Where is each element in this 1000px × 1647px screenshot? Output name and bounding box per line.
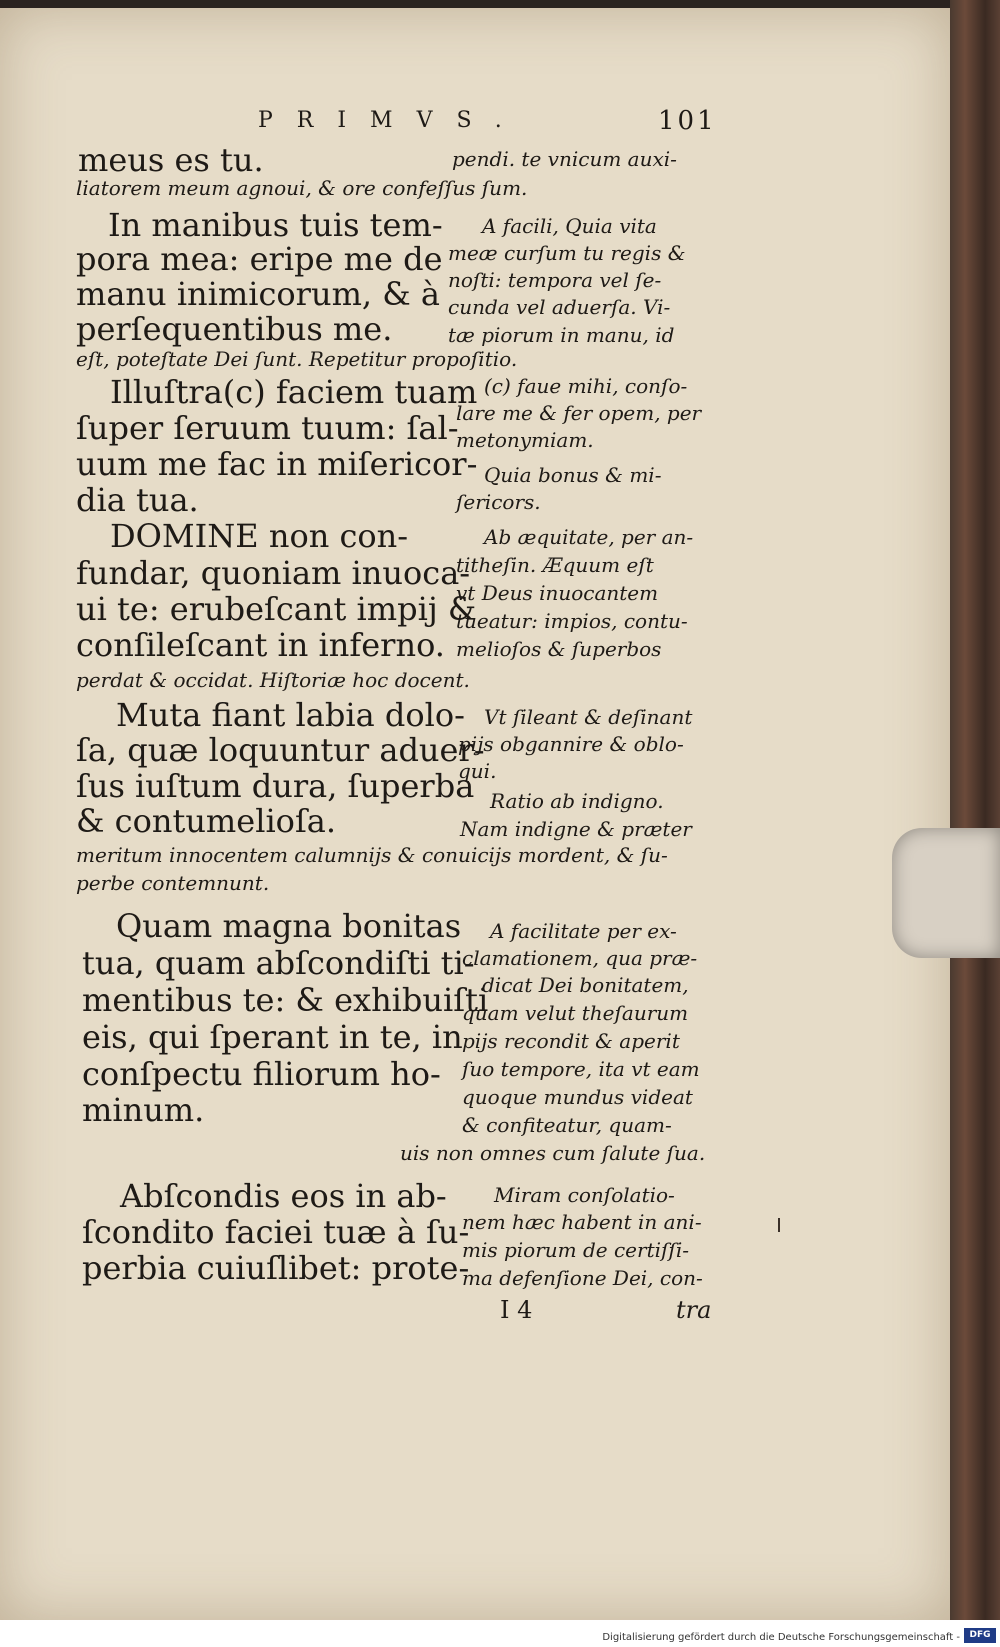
gloss-line: lare me & fer opem, per (456, 401, 702, 425)
main-line: DOMINE non con- (110, 517, 409, 555)
gloss-line: Nam indigne & præter (460, 817, 692, 841)
gloss-line: cunda vel aduerſa. Vi- (448, 295, 671, 319)
gloss-line: pijs recondit & aperit (462, 1029, 680, 1053)
main-line: manu inimicorum, & à (76, 275, 440, 313)
gloss-line: Quia bonus & mi- (484, 463, 662, 487)
main-line: Abſcondis eos in ab- (120, 1177, 447, 1215)
main-line: & contumelioſa. (76, 802, 337, 840)
main-line: tua, quam abſcondiſti ti- (82, 944, 475, 982)
gloss-line: nem hæc habent in ani- (462, 1210, 702, 1234)
main-line: ſcondito faciei tuæ à ſu- (82, 1213, 470, 1251)
dfg-logo: DFG (964, 1628, 996, 1643)
running-head: PRIMVS. (258, 108, 526, 133)
gloss-line: A facilitate per ex- (490, 919, 677, 943)
main-line: Illuſtra(c) faciem tuam (110, 373, 478, 411)
page-clip (892, 828, 1000, 958)
gloss-line: titheſin. Æquum eſt (456, 553, 654, 577)
main-line: pora mea: eripe me de (76, 240, 443, 278)
gloss-line: Ab æquitate, per an- (484, 525, 694, 549)
main-line: Muta fiant labia dolo- (116, 696, 465, 734)
gloss-line: ſuo tempore, ita vt eam (462, 1057, 700, 1081)
gloss-full-line: perdat & occidat. Hiſtoriæ hoc docent. (76, 668, 470, 692)
main-line: meus es tu. (78, 141, 264, 179)
main-line: eis, qui ſperant in te, in (82, 1018, 463, 1056)
page-number: 101 (658, 106, 717, 136)
gloss-line: ſericors. (456, 490, 541, 514)
gloss-full-line: uis non omnes cum ſalute ſua. (400, 1141, 706, 1165)
gloss-line: tueatur: impios, contu- (456, 609, 688, 633)
signature-mark: I 4 (500, 1296, 533, 1324)
gloss-line: Miram conſolatio- (494, 1183, 675, 1207)
gloss-line: dicat Dei bonitatem, (482, 973, 689, 997)
main-line: fundar, quoniam inuoca- (76, 554, 471, 592)
main-line: conſileſcant in inferno. (76, 626, 445, 664)
main-line: dia tua. (76, 481, 199, 519)
gloss-line: tæ piorum in manu, id (448, 323, 675, 347)
gloss-line: Vt ſileant & deſinant (484, 705, 693, 729)
gloss-line: pendi. te vnicum auxi- (452, 147, 677, 171)
gloss-line: metonymiam. (456, 428, 594, 452)
main-line: In manibus tuis tem- (108, 206, 443, 244)
main-line: ui te: erubeſcant impij & (76, 590, 477, 628)
gloss-line: quoque mundus videat (462, 1085, 693, 1109)
main-line: Quam magna bonitas (116, 907, 462, 945)
gloss-line: quam velut theſaurum (462, 1001, 689, 1025)
digitization-credit: Digitalisierung gefördert durch die Deutsche Forschungsgemeinschaft - (602, 1632, 960, 1643)
main-line: minum. (82, 1091, 205, 1129)
main-line: uum me fac in miſericor- (76, 445, 478, 483)
gloss-line: noſti: tempora vel ſe- (448, 268, 662, 292)
gloss-line: ma defenſione Dei, con- (462, 1266, 703, 1290)
gloss-full-line: perbe contemnunt. (76, 871, 270, 895)
main-line: conſpectu filiorum ho- (82, 1055, 441, 1093)
gloss-line: (c) faue mihi, conſo- (484, 374, 688, 398)
catchword: tra (676, 1296, 712, 1324)
main-line: perbia cuiuſlibet: prote- (82, 1249, 470, 1287)
gloss-full-line: liatorem meum agnoui, & ore confeſſus ſum. (76, 176, 528, 200)
gloss-line: vt Deus inuocantem (456, 581, 659, 605)
gloss-line: melioſos & ſuperbos (456, 637, 662, 661)
gloss-line: pijs obgannire & oblo- (458, 732, 684, 756)
main-line: ſus iuſtum dura, ſuperba (76, 767, 475, 805)
gloss-line: & confiteatur, quam- (462, 1113, 672, 1137)
gloss-line: mis piorum de certiſſi- (462, 1238, 689, 1262)
main-line: mentibus te: & exhibuiſti (82, 981, 489, 1019)
gloss-full-line: meritum innocentem calumnijs & conuicijs mordent, & ſu- (76, 843, 668, 867)
gloss-line: qui. (458, 759, 497, 783)
main-line: ſa, quæ loquuntur aduer- (76, 731, 485, 769)
main-line: perſequentibus me. (76, 310, 393, 348)
gloss-line: clamationem, qua præ- (462, 946, 698, 970)
gloss-line: meæ curſum tu regis & (448, 241, 686, 265)
book-spine (950, 0, 1000, 1620)
gloss-full-line: eſt, poteſtate Dei ſunt. Repetitur propoſitio. (76, 347, 518, 371)
main-line: ſuper ſeruum tuum: ſal- (76, 409, 459, 447)
margin-mark (778, 1218, 780, 1232)
gloss-line: Ratio ab indigno. (490, 789, 664, 813)
gloss-line: A facili, Quia vita (482, 214, 657, 238)
